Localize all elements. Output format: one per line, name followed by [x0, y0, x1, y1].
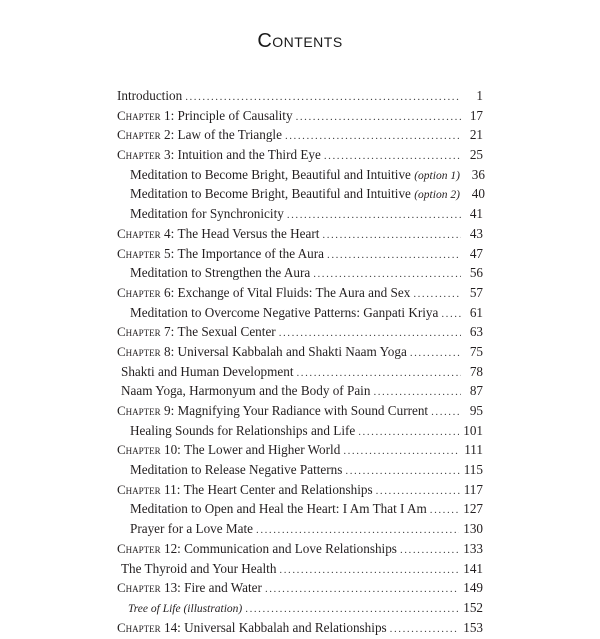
toc-entry-label: Chapter 6: Exchange of Vital Fluids: The Aura and Sex: [117, 284, 411, 300]
dot-leader: [279, 561, 459, 581]
toc-entry-label: Chapter 8: Universal Kabbalah and Shakti Naam Yoga: [117, 343, 407, 359]
toc-entry-section[interactable]: [117, 165, 483, 185]
dot-leader: [400, 541, 459, 561]
dot-leader: [296, 108, 461, 128]
toc-page-number: 36: [471, 166, 485, 182]
toc-entry-label: Meditation to Release Negative Patterns: [130, 462, 343, 478]
toc-entry-section[interactable]: [117, 263, 483, 283]
dot-leader: [410, 344, 461, 364]
toc-page-number: 47: [469, 245, 483, 261]
toc-entry-label: Chapter 13: Fire and Water: [117, 580, 262, 596]
toc-entry-label: Chapter 12: Communication and Love Relationships: [117, 540, 397, 556]
dot-leader: [343, 442, 460, 462]
dot-leader: [430, 501, 459, 521]
toc-page-number: 25: [469, 147, 483, 163]
toc-page-number: 87: [469, 383, 483, 399]
toc-entry-section[interactable]: [117, 303, 483, 323]
toc-entry-chapter-14[interactable]: [117, 618, 483, 638]
toc-page-number: 101: [463, 422, 483, 438]
toc-page-number: 152: [463, 599, 483, 615]
toc-entry-label: Chapter 1: Principle of Causality: [117, 107, 293, 123]
toc-entry-chapter-2[interactable]: [117, 125, 483, 145]
toc-page-number: 17: [469, 107, 483, 123]
toc-entry-section[interactable]: [117, 559, 483, 579]
dot-leader: [327, 246, 461, 266]
toc-page-number: 21: [469, 127, 483, 143]
toc-entry-label: Chapter 9: Magnifying Your Radiance with Sound Current: [117, 403, 429, 418]
dot-leader: [358, 423, 459, 443]
toc-entry-chapter-4[interactable]: [117, 224, 483, 244]
toc-entry-chapter-5[interactable]: [117, 244, 483, 264]
toc-page-number: 61: [469, 304, 483, 320]
toc-entry-introduction[interactable]: [117, 86, 483, 106]
toc-entry-label: Chapter 10: The Lower and Higher World: [117, 442, 341, 458]
toc-page-number: 115: [463, 462, 483, 478]
toc-page-number: 1: [476, 88, 483, 103]
toc-page-number: 153: [463, 619, 483, 635]
toc-page-number: 117: [463, 481, 483, 497]
toc-entry-chapter-6[interactable]: [117, 283, 483, 303]
toc-entry-label: Meditation to Become Bright, Beautiful and Intuitive (option 1): [130, 166, 460, 182]
toc-entry-chapter-11[interactable]: [117, 480, 483, 500]
toc-entry-chapter-10[interactable]: [117, 440, 483, 460]
toc-entry-chapter-12[interactable]: [117, 539, 483, 559]
toc-entry-section[interactable]: [117, 519, 483, 539]
toc-entry-label: Naam Yoga, Harmonyum and the Body of Pain: [121, 383, 371, 399]
toc-page-number: 43: [469, 225, 483, 241]
dot-leader: [265, 580, 459, 600]
toc-entry-label: Chapter 11: The Heart Center and Relationships: [117, 481, 373, 497]
toc-entry-label: Tree of Life (illustration): [128, 602, 243, 615]
toc-entry-chapter-8[interactable]: [117, 342, 483, 362]
dot-leader: [431, 403, 461, 423]
toc-entry-label: Chapter 5: The Importance of the Aura: [117, 245, 325, 261]
toc-entry-label: Chapter 3: Intuition and the Third Eye: [117, 147, 321, 163]
toc-entry-label: Chapter 14: Universal Kabbalah and Relationships: [117, 619, 387, 635]
toc-entry-section[interactable]: [117, 362, 483, 382]
dot-leader: [390, 620, 460, 639]
toc-page-number: 41: [469, 206, 483, 222]
toc-entry-chapter-1[interactable]: [117, 106, 483, 126]
toc-entry-label: Shakti and Human Development: [121, 363, 294, 379]
toc-page-number: 133: [463, 540, 483, 556]
toc-page-number: 57: [469, 284, 483, 300]
toc-entry-section[interactable]: [117, 184, 483, 204]
toc-page-number: 130: [463, 521, 483, 537]
toc-entry-section[interactable]: [117, 204, 483, 224]
toc-page-number: 56: [469, 265, 483, 281]
toc-entry-section[interactable]: [117, 499, 483, 519]
toc-page-number: 40: [471, 186, 485, 202]
toc-entry-label: Meditation to Strengthen the Aura: [130, 265, 311, 281]
toc-page-number: 63: [469, 324, 483, 340]
toc-entry-label: The Thyroid and Your Health: [121, 560, 277, 576]
toc-entry-label: Chapter 4: The Head Versus the Heart: [117, 225, 320, 241]
toc-entry-label: Meditation to Become Bright, Beautiful and Intuitive (option 2): [130, 186, 460, 202]
toc-page-number: 111: [464, 442, 483, 458]
toc-entry-chapter-7[interactable]: [117, 322, 483, 342]
toc-entry-chapter-3[interactable]: [117, 145, 483, 165]
toc-entry-label: Chapter 7: The Sexual Center: [117, 324, 276, 340]
toc-entry-chapter-13[interactable]: [117, 578, 483, 598]
page-title: Contents: [257, 30, 343, 52]
toc-entry-section[interactable]: [117, 460, 483, 480]
toc-entry-section[interactable]: [117, 381, 483, 401]
toc-entry-chapter-9[interactable]: [117, 401, 483, 421]
toc-page-number: 75: [469, 343, 483, 359]
toc-entry-label: Introduction: [117, 88, 183, 103]
toc-page-number: 141: [463, 560, 483, 576]
toc-entry-label: Healing Sounds for Relationships and Life: [130, 422, 356, 438]
toc-entry-label: Chapter 2: Law of the Triangle: [117, 127, 282, 143]
toc-entry-label: Prayer for a Love Mate: [130, 521, 254, 537]
toc-page-number: 127: [463, 501, 483, 517]
dot-leader: [322, 226, 461, 246]
toc-page-number: 78: [469, 363, 483, 379]
dot-leader: [441, 305, 461, 325]
toc-entry-illustration[interactable]: [117, 598, 483, 618]
toc-entry-label: Meditation for Synchronicity: [130, 206, 284, 222]
toc-page-number: 95: [469, 403, 483, 418]
toc-entry-label: Meditation to Open and Heal the Heart: I Am That I Am: [130, 501, 427, 517]
toc-entry-section[interactable]: [117, 421, 483, 441]
toc-entry-label: Meditation to Overcome Negative Patterns: Ganpati Kriya: [130, 304, 439, 320]
toc-page-number: 149: [463, 580, 483, 596]
table-of-contents: [117, 86, 483, 637]
